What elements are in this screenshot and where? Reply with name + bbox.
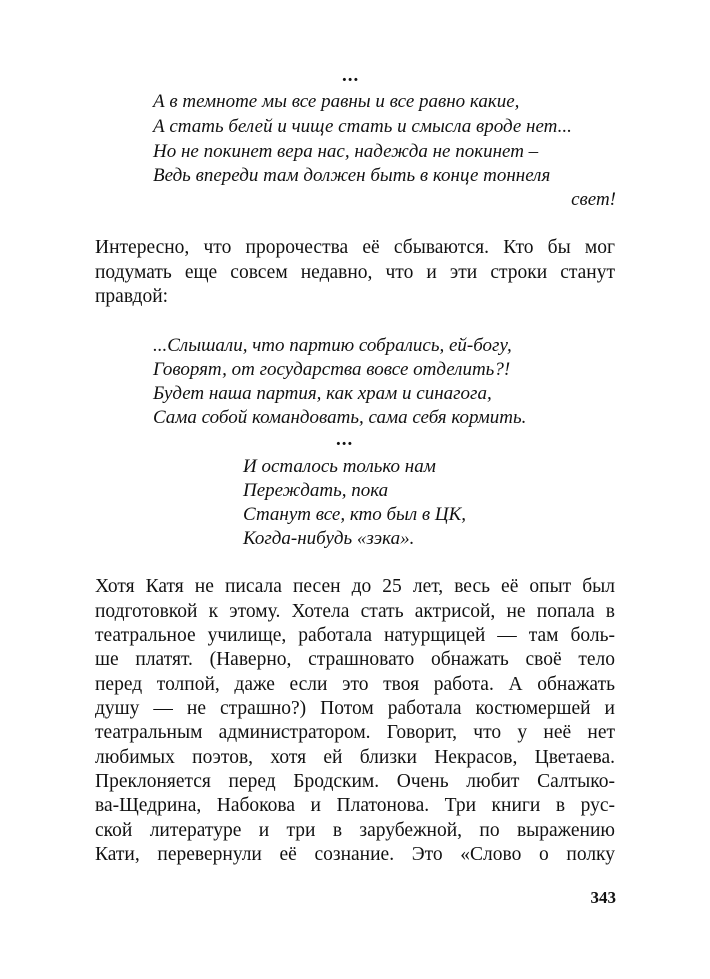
paragraph-line: подумать еще совсем недавно, что и эти строки станут (95, 262, 615, 283)
poem-line: Ведь впереди там должен быть в конце тоннеля (153, 165, 551, 186)
paragraph-line: театральным администратором. Говорит, что у неё нет (95, 722, 615, 743)
paragraph-line: ва-Щедрина, Набокова и Платонова. Три книги в рус- (95, 795, 615, 816)
poem-line: ...Слышали, что партию собрались, ей-богу, (153, 335, 512, 356)
paragraph-line: Интересно, что пророчества её сбываются. Кто бы мог (95, 237, 615, 258)
paragraph-line: правдой: (95, 286, 169, 307)
poem-separator: ... (342, 65, 360, 86)
paragraph-line: Кати, перевернули её сознание. Это «Слово о полку (95, 844, 615, 865)
paragraph-line: ской литературе и три в зарубежной, по выражению (95, 820, 615, 841)
poem-separator: ... (336, 429, 354, 450)
poem-line: Но не покинет вера нас, надежда не покинет – (153, 141, 539, 162)
poem-line: И осталось только нам (243, 456, 436, 477)
poem-line: Когда-нибудь «зэка». (243, 528, 415, 549)
poem-line: Говорят, от государства вовсе отделить?! (153, 359, 511, 380)
poem-line: Переждать, пока (243, 480, 389, 501)
paragraph-line: подготовкой к этому. Хотела стать актрисой, не попала в (95, 601, 615, 622)
paragraph-line: душу — не страшно?) Потом работала костюмершей и (95, 698, 615, 719)
paragraph-line: ше платят. (Наверно, страшновато обнажать своё тело (95, 649, 615, 670)
poem-line: Сама собой командовать, сама себя кормить. (153, 407, 527, 428)
poem-line: Будет наша партия, как храм и синагога, (153, 383, 492, 404)
paragraph-line: Преклоняется перед Бродским. Очень любит Салтыко- (95, 771, 615, 792)
poem-line: А в темноте мы все равны и все равно какие, (153, 91, 520, 112)
poem-line: А стать белей и чище стать и смысла вроде нет... (153, 116, 572, 137)
paragraph-line: любимых поэтов, хотя ей близки Некрасов, Цветаева. (95, 747, 615, 768)
paragraph-line: перед толпой, даже если это твоя работа. А обнажать (95, 674, 615, 695)
poem-line-continuation: свет! (571, 189, 616, 210)
paragraph-line: театральное училище, работала натурщицей — там боль- (95, 625, 615, 646)
poem-line: Станут все, кто был в ЦК, (243, 504, 466, 525)
page-number: 343 (590, 888, 616, 907)
paragraph-line: Хотя Катя не писала песен до 25 лет, весь её опыт был (95, 576, 615, 597)
